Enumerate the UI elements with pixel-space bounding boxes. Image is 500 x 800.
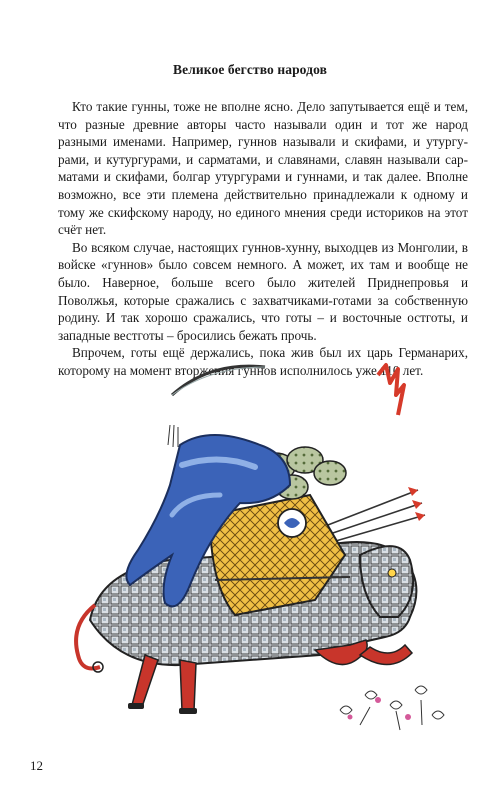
- body-text: [58, 98, 468, 380]
- paragraph: Впрочем, готы ещё держались, пока жив был их царь Германарих, которому на момент вторжения гуннов исполнилось уже 110 лет.: [58, 345, 468, 378]
- paragraph: Во всяком случае, настоящих гуннов-хунну, выходцев из Монголии, в войске «гуннов» было совсем немного. А может, их там и вообще не было. Наверное, больше всего было жителей Приднепровья и Поволжья, которые сражались с захватчиками-готами за собственную родину. И так хорошо сражались, что готы – и восточные остготы, и западные вестготы – бросились бежать прочь.: [58, 239, 468, 343]
- page-number: 12: [30, 758, 43, 773]
- armored-horseman-illustration: [60, 355, 470, 745]
- section-heading: Великое бегство народов: [173, 62, 327, 77]
- paragraph: Кто такие гунны, тоже не вполне ясно. Дело запутывается ещё и тем, что разные древние авторы часто называли один и тот же народ разными именами. Например, гуннов называли и скифами, и утургурами, и кутургурами, и сарматами, и славянами, славян называли сарматами и скифами, болгар утургурами и гуннами, и так далее. Вполне возможно, все эти племена действительно принадлежали к одному и тому же скифскому народу, но единого мнения среди историков на этот счёт нет.: [58, 99, 468, 238]
